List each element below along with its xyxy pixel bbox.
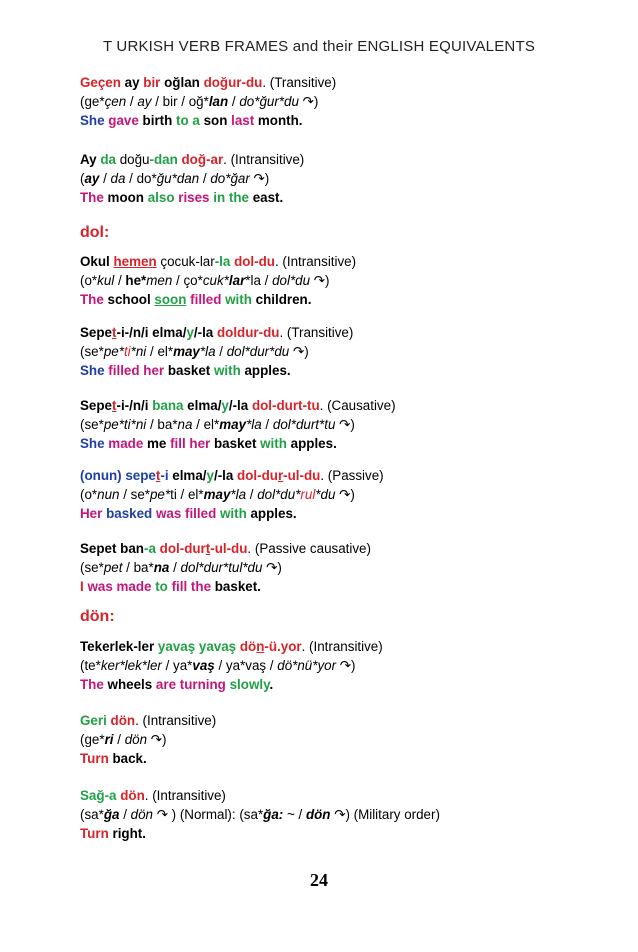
text-run: dön: [305, 807, 331, 822]
text-run: / el*: [192, 417, 220, 432]
running-header: T URKISH VERB FRAMES and their ENGLISH EQUIVALENTS: [102, 38, 536, 55]
text-run: (se*: [80, 344, 104, 359]
text-run: t: [112, 398, 117, 413]
turkish-sentence: [80, 323, 600, 342]
text-run: /: [199, 171, 211, 186]
syllabification: [80, 342, 600, 361]
text-run: are turning: [155, 677, 226, 692]
text-run: doğur-du: [203, 75, 263, 90]
text-run: Her: [80, 506, 103, 521]
entry-geri: [80, 711, 600, 768]
text-run: (se*: [80, 417, 104, 432]
text-run: lan: [208, 94, 229, 109]
text-run: doğ-ar: [181, 152, 224, 167]
english-translation: [80, 188, 600, 207]
text-run: Turn: [80, 826, 109, 841]
turkish-sentence: [80, 466, 600, 485]
text-run: (te*: [80, 658, 101, 673]
text-run: ↷): [310, 273, 330, 288]
text-run: with: [260, 436, 287, 451]
text-run: (o*: [80, 273, 98, 288]
text-run: apples.: [240, 363, 291, 378]
text-run: last: [231, 113, 255, 128]
text-run: Turn: [80, 751, 109, 766]
text-run: Ay: [80, 152, 101, 167]
text-run: çen: [104, 94, 127, 109]
text-run: na: [153, 560, 170, 575]
text-run: me: [143, 436, 171, 451]
text-run: may: [219, 417, 247, 432]
text-run: / se*: [119, 487, 150, 502]
text-run: oğlan: [160, 75, 204, 90]
text-run: y: [221, 398, 229, 413]
entry-saga: [80, 786, 600, 843]
syllabification: [80, 730, 600, 749]
text-run: (ge*: [80, 94, 105, 109]
text-run: / ba*: [122, 560, 154, 575]
text-run: son: [199, 113, 232, 128]
text-run: bana: [152, 398, 184, 413]
text-run: t: [155, 468, 161, 483]
text-run: / ço*: [172, 273, 203, 288]
text-run: rises: [178, 190, 210, 205]
entry-tekerlek: [80, 637, 600, 694]
syllabification: [80, 656, 600, 675]
text-run: (se*: [80, 560, 104, 575]
text-run: apples.: [246, 506, 297, 521]
text-run: dö: [239, 639, 257, 654]
text-run: /: [119, 807, 131, 822]
text-run: in the: [213, 190, 249, 205]
text-run: dön: [110, 713, 136, 728]
turkish-sentence: [80, 711, 600, 730]
text-run: . (Intransitive): [274, 254, 357, 269]
text-run: may: [173, 344, 200, 359]
text-run: pet: [103, 560, 123, 575]
text-run: bir: [143, 75, 161, 90]
text-run: do*ğar: [210, 171, 250, 186]
text-run: right.: [108, 826, 146, 841]
text-run: month.: [254, 113, 303, 128]
english-translation: [80, 749, 600, 768]
text-run: (: [80, 171, 85, 186]
text-run: slowly: [229, 677, 270, 692]
text-run: .: [269, 677, 274, 692]
text-run: ğa: [103, 807, 120, 822]
text-run: /: [114, 273, 126, 288]
entry-onun: [80, 466, 600, 523]
text-run: /-la: [228, 398, 252, 413]
text-run: /: [246, 487, 258, 502]
entry-ay-da: [80, 150, 600, 207]
entry-sepet-bana: [80, 396, 600, 453]
turkish-sentence: [80, 73, 600, 92]
text-run: Okul: [80, 254, 114, 269]
text-run: basket: [164, 363, 214, 378]
text-run: ↷): [298, 94, 319, 109]
text-run: (o*: [80, 487, 98, 502]
text-run: r: [277, 468, 284, 483]
text-run: dol-dur: [159, 541, 206, 556]
text-run: children.: [251, 292, 312, 307]
text-run: / ba*: [146, 417, 178, 432]
text-run: dön: [120, 788, 145, 803]
text-run: back.: [108, 751, 147, 766]
text-run: (sa*: [80, 807, 104, 822]
text-run: /-la: [193, 325, 217, 340]
text-run: ↷): [336, 658, 356, 673]
text-run: *la: [199, 344, 216, 359]
text-run: -dan: [149, 152, 178, 167]
text-run: /: [169, 560, 181, 575]
text-run: / bir / oğ*: [151, 94, 209, 109]
entry-sepet-ban: [80, 539, 600, 596]
text-run: men: [146, 273, 173, 288]
syllabification: [80, 271, 600, 290]
text-run: /: [99, 171, 111, 186]
turkish-sentence: [80, 539, 600, 558]
text-run: ğ: [96, 788, 105, 803]
text-run: -ü.yor: [264, 639, 302, 654]
text-run: çocuk-lar: [156, 254, 215, 269]
syllabification: [80, 485, 600, 504]
entry-sepet-i: [80, 323, 600, 380]
syllabification: [80, 805, 600, 824]
text-run: dol*dur*du: [226, 344, 290, 359]
text-run: ay: [137, 94, 152, 109]
text-run: dol*du*: [257, 487, 301, 502]
text-run: filled her: [108, 363, 165, 378]
text-run: . (Transitive): [262, 75, 337, 90]
text-run: ↷): [335, 417, 355, 432]
english-translation: [80, 577, 600, 596]
text-run: with: [225, 292, 252, 307]
english-translation: [80, 504, 600, 523]
text-run: /-la: [213, 468, 238, 483]
text-run: fill the: [171, 579, 212, 594]
text-run: doldur-du: [216, 325, 280, 340]
text-run: basket: [210, 436, 261, 451]
text-run: /: [215, 344, 227, 359]
text-run: Geri: [80, 713, 107, 728]
text-run: She: [80, 436, 105, 451]
text-run: to a: [176, 113, 200, 128]
page-number: 24: [310, 870, 328, 890]
text-run: vaş: [192, 658, 215, 673]
text-run: doğu: [115, 152, 150, 167]
syllabification: [80, 92, 600, 111]
text-run: da: [100, 152, 116, 167]
text-run: . (Passive causative): [247, 541, 371, 556]
text-run: lar: [228, 273, 246, 288]
text-run: he*: [125, 273, 147, 288]
text-run: ay: [84, 171, 100, 186]
text-run: ↷): [335, 487, 355, 502]
syllabification: [80, 169, 600, 188]
section-heading-dol: dol:: [80, 224, 110, 241]
text-run: may: [203, 487, 231, 502]
text-run: ↷) (Military order): [330, 807, 440, 822]
text-run: nun: [97, 487, 120, 502]
text-run: -a: [104, 788, 117, 803]
english-translation: [80, 675, 600, 694]
text-run: basked: [106, 506, 153, 521]
text-run: The: [80, 190, 104, 205]
text-run: ay: [120, 75, 144, 90]
text-run: apples.: [286, 436, 337, 451]
text-run: with: [219, 506, 247, 521]
text-run: also: [147, 190, 175, 205]
text-run: -i-/n/i: [116, 398, 153, 413]
text-run: . (Intransitive): [144, 788, 226, 803]
text-run: . (Passive): [320, 468, 384, 483]
text-run: east.: [248, 190, 284, 205]
text-run: dön: [124, 732, 148, 747]
text-run: / ya*: [161, 658, 193, 673]
text-run: Sepe: [80, 398, 113, 413]
text-run: da: [110, 171, 126, 186]
text-run: dol-du: [234, 254, 275, 269]
text-run: do*ğur*du: [239, 94, 299, 109]
text-run: na: [177, 417, 193, 432]
text-run: dol-durt-tu: [251, 398, 320, 413]
text-run: basket.: [211, 579, 261, 594]
turkish-sentence: [80, 396, 600, 415]
text-run: Sepe: [80, 325, 113, 340]
text-run: . (Transitive): [279, 325, 354, 340]
text-run: ğu*dan: [156, 171, 200, 186]
text-run: *la: [246, 417, 262, 432]
text-run: Sepet ban: [80, 541, 144, 556]
text-run: / ya*vaş /: [214, 658, 278, 673]
text-run: /: [126, 94, 138, 109]
text-run: ↷): [289, 344, 309, 359]
text-run: She: [80, 113, 105, 128]
text-run: filled: [190, 292, 222, 307]
entry-okul: [80, 252, 600, 309]
text-run: dö*nü*yor: [277, 658, 337, 673]
text-run: *ni: [130, 344, 147, 359]
text-run: dol*dur*tul*du: [180, 560, 263, 575]
text-run: (onun) sepe: [80, 468, 156, 483]
turkish-sentence: [80, 150, 600, 169]
text-run: soon: [154, 292, 187, 307]
text-run: pe*ti*ni: [103, 417, 147, 432]
text-run: t: [112, 325, 117, 340]
english-translation: [80, 434, 600, 453]
text-run: ↷): [249, 171, 270, 186]
text-run: gave: [108, 113, 139, 128]
text-run: y: [206, 468, 214, 483]
turkish-sentence: [80, 786, 600, 805]
text-run: *du: [315, 487, 336, 502]
text-run: dol*du: [272, 273, 311, 288]
text-run: ğa:: [263, 807, 284, 822]
text-run: -ul-du: [283, 468, 321, 483]
text-run: ti / el*: [170, 487, 204, 502]
text-run: -i: [160, 468, 169, 483]
text-run: -i-/n/i elma/: [116, 325, 187, 340]
turkish-sentence: [80, 252, 600, 271]
turkish-sentence: [80, 637, 600, 656]
text-run: ker*lek*ler: [100, 658, 162, 673]
text-run: ↷ ) (Normal): (sa*: [152, 807, 264, 822]
text-run: *la: [230, 487, 247, 502]
text-run: was filled: [155, 506, 217, 521]
syllabification: [80, 558, 600, 577]
text-run: y: [186, 325, 194, 340]
text-run: school: [103, 292, 155, 307]
entry-gecen: [80, 73, 600, 130]
text-run: -la: [214, 254, 231, 269]
text-run: ↷): [262, 560, 282, 575]
text-run: The: [80, 292, 104, 307]
text-run: -ul-du: [210, 541, 248, 556]
text-run: Geçen: [80, 75, 121, 90]
text-run: . (Intransitive): [223, 152, 305, 167]
text-run: *la /: [245, 273, 273, 288]
text-run: ri: [104, 732, 114, 747]
text-run: ~ /: [283, 807, 306, 822]
english-translation: [80, 361, 600, 380]
text-run: . (Intransitive): [135, 713, 217, 728]
text-run: elma/: [168, 468, 207, 483]
syllabification: [80, 415, 600, 434]
text-run: yavaş yavaş: [157, 639, 237, 654]
text-run: / do*: [125, 171, 157, 186]
text-run: with: [213, 363, 241, 378]
text-run: fill her: [170, 436, 211, 451]
text-run: /: [261, 417, 273, 432]
text-run: wheels: [103, 677, 156, 692]
text-run: dön: [130, 807, 153, 822]
text-run: dol*durt*tu: [272, 417, 336, 432]
text-run: birth: [138, 113, 177, 128]
text-run: /: [228, 94, 240, 109]
english-translation: [80, 824, 600, 843]
text-run: hemen: [113, 254, 157, 269]
text-run: . (Intransitive): [301, 639, 383, 654]
text-run: elma/: [183, 398, 222, 413]
text-run: Sa: [80, 788, 97, 803]
text-run: n: [256, 639, 265, 654]
text-run: ti: [123, 344, 131, 359]
text-run: was made: [87, 579, 152, 594]
text-run: to: [155, 579, 168, 594]
text-run: (ge*: [80, 732, 105, 747]
text-run: kul: [97, 273, 115, 288]
text-run: -a: [144, 541, 156, 556]
english-translation: [80, 111, 600, 130]
text-run: ↷): [147, 732, 167, 747]
text-run: cuk*: [202, 273, 229, 288]
text-run: made: [108, 436, 144, 451]
text-run: /: [113, 732, 125, 747]
text-run: The: [80, 677, 104, 692]
text-run: t: [205, 541, 211, 556]
text-run: pe*: [149, 487, 171, 502]
text-run: moon: [103, 190, 148, 205]
text-run: . (Causative): [319, 398, 396, 413]
text-run: rul: [300, 487, 316, 502]
text-run: Tekerlek-ler: [80, 639, 158, 654]
text-run: She: [80, 363, 105, 378]
english-translation: [80, 290, 600, 309]
text-run: / el*: [146, 344, 174, 359]
text-run: I: [80, 579, 84, 594]
text-run: pe*: [103, 344, 124, 359]
text-run: dol-du: [237, 468, 278, 483]
section-heading-don: dön:: [80, 608, 115, 625]
